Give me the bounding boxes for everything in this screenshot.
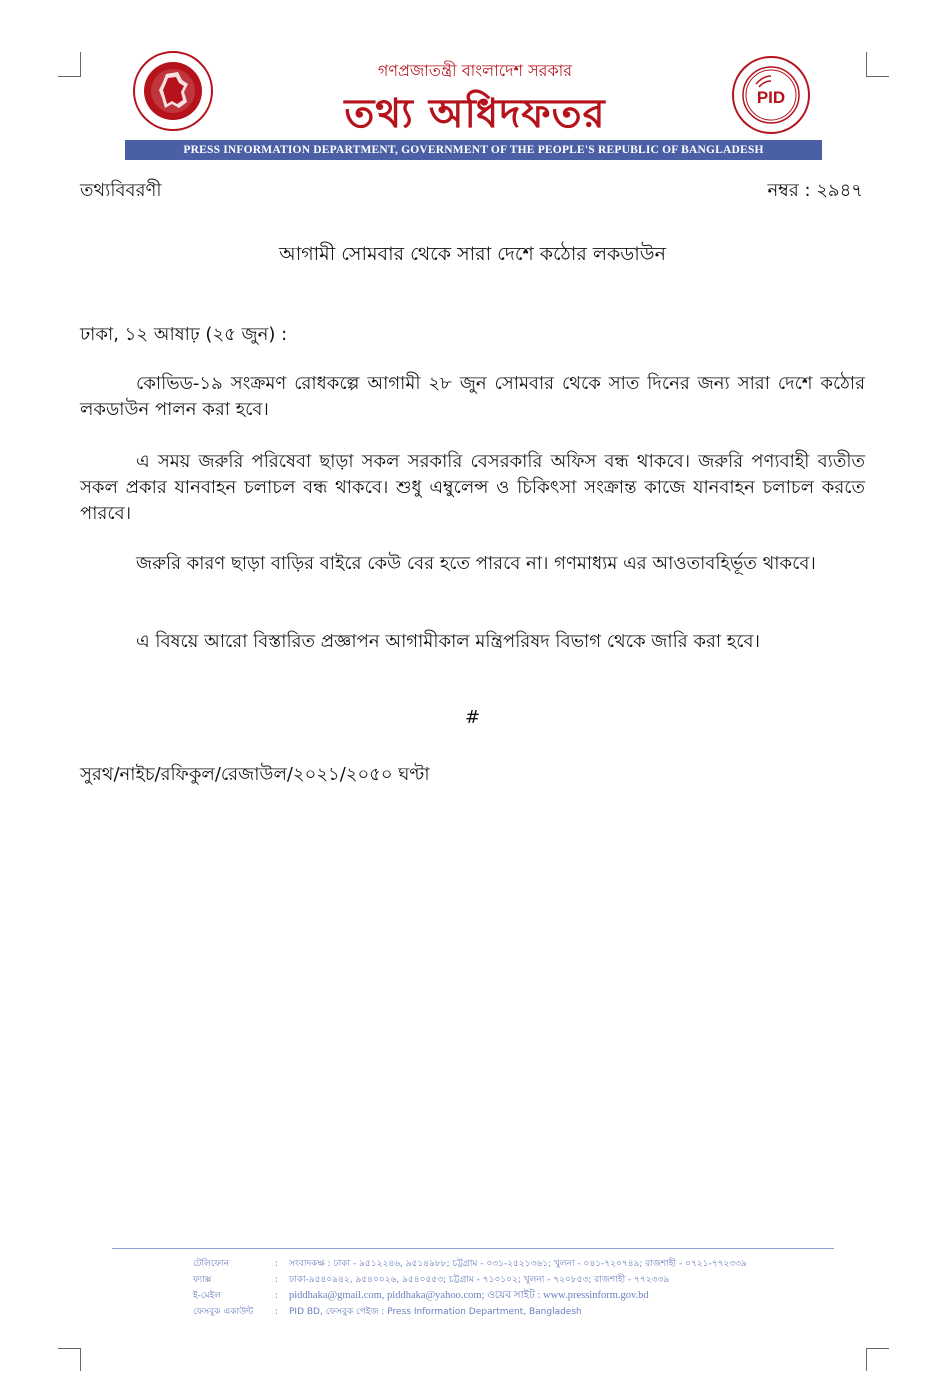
document-number: নম্বর : ২৯৪৭ xyxy=(767,180,863,201)
pid-seal xyxy=(730,54,812,136)
government-seal xyxy=(132,50,214,132)
dateline: ঢাকা, ১২ আষাঢ় (২৫ জুন) : xyxy=(80,324,288,345)
body-paragraph: এ বিষয়ে আরো বিস্তারিত প্রজ্ঞাপন আগামীকাল মন্ত্রিপরিষদ বিভাগ থেকে জারি করা হবে। xyxy=(136,631,760,652)
footer-row-facebook xyxy=(193,1304,823,1320)
footer-row-email xyxy=(193,1288,823,1304)
crop-mark-bottom-left xyxy=(58,1348,81,1371)
footer-value: ঢাকা-৯৫৪০৯৪২, ৯৫৪০০২৬, ৯৫৪০৫৫৩; চট্টগ্রাম - ৭১০১০২; খুলনা - ৭২০৮৫৩; রাজশাহী - ৭৭২৩৩৯ xyxy=(289,1275,670,1285)
footer-separator: : xyxy=(275,1291,279,1301)
footer-label: ফেসবুক একাউন্ট xyxy=(193,1307,254,1317)
footer-row-fax xyxy=(193,1272,823,1288)
footer-row-telephone xyxy=(193,1256,823,1272)
crop-mark-bottom-right xyxy=(866,1348,889,1371)
end-mark: # xyxy=(464,707,481,728)
footer-value: piddhaka@gmail.com, piddhaka@yahoo.com; ওয়েব সাইট : www.pressinform.gov.bd xyxy=(289,1290,649,1301)
footer-value: PID BD, ফেসবুক পেইজ : Press Information Department, Bangladesh xyxy=(289,1307,582,1317)
department-english-bar: PRESS INFORMATION DEPARTMENT, GOVERNMENT OF THE PEOPLE'S REPUBLIC OF BANGLADESH xyxy=(125,140,822,160)
department-title: তথ্য অধিদফতর xyxy=(344,91,606,137)
press-release-headline: আগামী সোমবার থেকে সারা দেশে কঠোর লকডাউন xyxy=(279,243,666,265)
document-type: তথ্যবিবরণী xyxy=(80,180,162,201)
footer-label: টেলিফোন xyxy=(193,1259,230,1269)
body-paragraph: এ সময় জরুরি পরিষেবা ছাড়া সকল সরকারি বেসরকারি অফিস বন্ধ থাকবে। জরুরি পণ্যবাহী ব্যতীত সকল প্রকার যানবাহন চলাচল বন্ধ থাকবে। শুধু এম্বুলেন্স ও চিকিৎসা সংক্রান্ত কাজে যানবাহন চলাচল করতে পারবে। xyxy=(80,451,865,524)
contact-footer xyxy=(193,1256,823,1320)
footer-label: ফ্যাক্স xyxy=(193,1275,212,1285)
crop-mark-top-right xyxy=(866,52,889,77)
footer-separator: : xyxy=(275,1275,279,1285)
pid-seal-label: PID xyxy=(756,88,786,107)
footer-separator: : xyxy=(275,1259,279,1269)
government-line: গণপ্রজাতন্ত্রী বাংলাদেশ সরকার xyxy=(377,61,573,80)
footer-separator: : xyxy=(275,1307,279,1317)
signoff-line: সুরথ/নাইচ/রফিকুল/রেজাউল/২০২১/২০৫০ ঘণ্টা xyxy=(80,764,430,785)
footer-value: সংবাদকক্ষ : ঢাকা - ৯৫১২২৪৬, ৯৫১৪৯৮৮; চট্টগ্রাম - ০৩১-২৫২১৩৬১; খুলনা - ০৪১-৭২০৭৪৯; রাজশাহী - ০৭২১-৭৭২৩৩৯ xyxy=(289,1259,747,1269)
footer-divider xyxy=(112,1248,834,1249)
footer-label: ই-মেইল xyxy=(193,1291,221,1301)
body-paragraph: জরুরি কারণ ছাড়া বাড়ির বাইরে কেউ বের হতে পারবে না। গণমাধ্যম এর আওতাবহির্ভূত থাকবে। xyxy=(136,553,816,574)
crop-mark-top-left xyxy=(58,52,81,77)
body-paragraph: কোভিড-১৯ সংক্রমণ রোধকল্পে আগামী ২৮ জুন সোমবার থেকে সাত দিনের জন্য সারা দেশে কঠোর লকডাউন পালন করা হবে। xyxy=(80,373,865,420)
